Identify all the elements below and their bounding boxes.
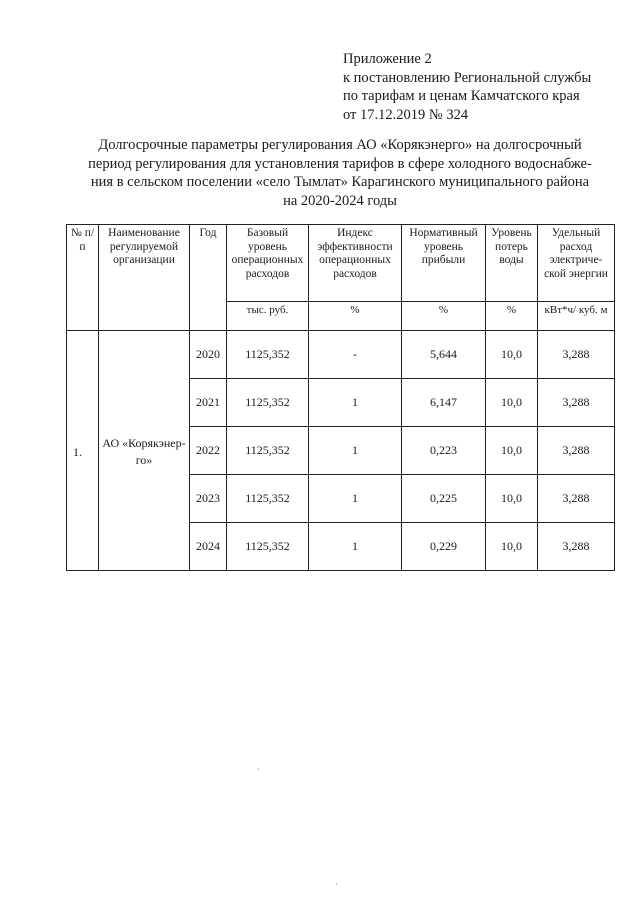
cell-loss: 10,0 [486,331,538,379]
cell-loss: 10,0 [486,427,538,475]
row-number: 1. [67,331,99,571]
cell-profit: 0,223 [402,427,486,475]
header-energy: Удельный расход электриче-ской энергии [538,225,615,302]
organization-name: АО «Корякэнер-го» [99,331,190,571]
units-blank [190,302,227,331]
title-line: на 2020-2024 годы [283,192,397,209]
units-blank [67,302,99,331]
header-org: Наименование регулируемой организации [99,225,190,302]
appendix-line: Приложение 2 [343,51,432,67]
header-loss: Уровень потерь воды [486,225,538,302]
header-row [67,225,615,302]
table-row [67,331,615,379]
cell-year: 2023 [190,475,227,523]
cell-loss: 10,0 [486,379,538,427]
cell-energy: 3,288 [538,331,615,379]
title-line: Долгосрочные параметры регулирования АО «Корякэнерго» на долгосрочный [98,137,582,153]
cell-base: 1125,352 [227,475,309,523]
cell-base: 1125,352 [227,523,309,571]
units-blank [99,302,190,331]
cell-energy: 3,288 [538,475,615,523]
cell-profit: 0,229 [402,523,486,571]
appendix-line: к постановлению Региональной службы [343,69,592,86]
appendix-line: от 17.12.2019 № 324 [343,106,469,123]
units-row [67,302,615,331]
cell-index: 1 [309,379,402,427]
cell-year: 2020 [190,331,227,379]
unit-energy: кВт*ч/ куб. м [538,302,615,331]
header-year: Год [190,225,227,302]
cell-index: 1 [309,427,402,475]
cell-year: 2021 [190,379,227,427]
cell-year: 2024 [190,523,227,571]
appendix-line: по тарифам и ценам Камчатского края [343,88,580,104]
title-line: ния в сельском поселении «село Тымлат» Карагинского муниципального района [90,174,590,190]
header-base: Базовый уровень операционных расходов [227,225,309,302]
cell-energy: 3,288 [538,523,615,571]
cell-base: 1125,352 [227,379,309,427]
cell-index: - [309,331,402,379]
unit-index: % [309,302,402,331]
cell-year: 2022 [190,427,227,475]
title-line: период регулирования для установления тарифов в сфере холодного водоснабже- [88,155,592,172]
cell-energy: 3,288 [538,427,615,475]
cell-profit: 5,644 [402,331,486,379]
cell-profit: 6,147 [402,379,486,427]
scan-speck [336,883,337,885]
parameters-table [66,224,615,571]
appendix-block [343,50,591,124]
document-title [60,136,620,210]
header-profit: Нормативный уровень прибыли [402,225,486,302]
cell-energy: 3,288 [538,379,615,427]
cell-loss: 10,0 [486,523,538,571]
scan-speck [258,768,259,770]
cell-base: 1125,352 [227,331,309,379]
unit-base: тыс. руб. [227,302,309,331]
cell-index: 1 [309,475,402,523]
unit-loss: % [486,302,538,331]
header-num: № п/п [67,225,99,302]
cell-profit: 0,225 [402,475,486,523]
cell-base: 1125,352 [227,427,309,475]
unit-profit: % [402,302,486,331]
cell-index: 1 [309,523,402,571]
cell-loss: 10,0 [486,475,538,523]
header-index: Индекс эффективности операционных расходов [309,225,402,302]
